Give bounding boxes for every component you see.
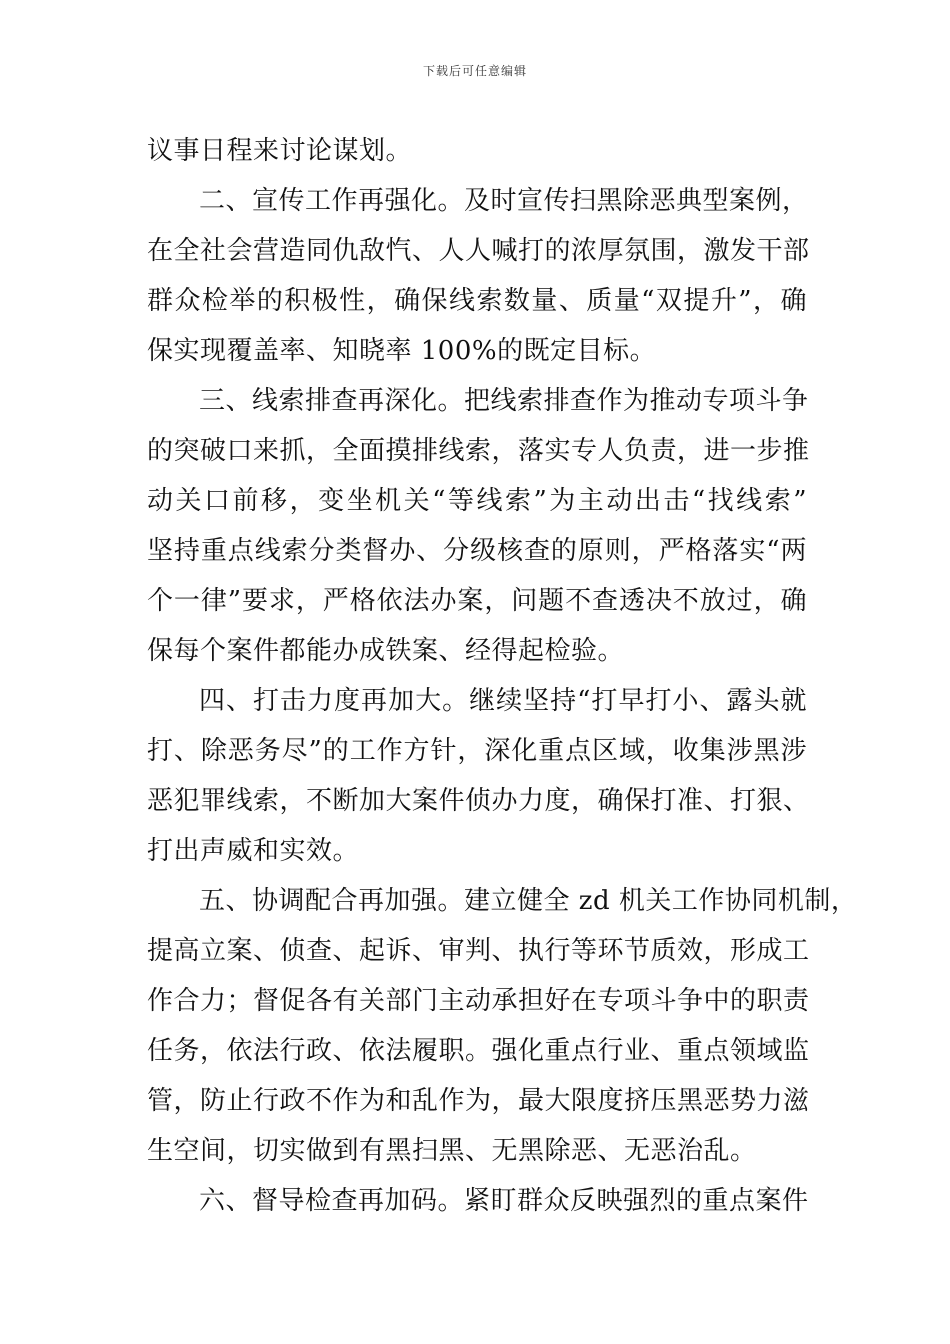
page-header-note: 下载后可任意编辑 [422, 64, 527, 78]
text-line: 恶犯罪线索，不断加大案件侦办力度，确保打准、打狠、 [147, 786, 810, 816]
text-line: 五、协调配合再加强。建立健全 zd 机关工作协同机制， [199, 886, 858, 916]
paragraph-supervision [147, 1176, 807, 1226]
paragraph [147, 126, 807, 176]
paragraph-publicity [147, 176, 810, 376]
text-line: 打、除恶务尽”的工作方针，深化重点区域，收集涉黑涉 [147, 736, 807, 766]
text-line: 的突破口来抓，全面摸排线索，落实专人负责，进一步推 [147, 436, 810, 466]
text-line: 保实现覆盖率、知晓率 100%的既定目标。 [147, 336, 657, 366]
text-line: 管，防止行政不作为和乱作为，最大限度挤压黑恶势力滋 [147, 1086, 810, 1116]
text-line: 生空间，切实做到有黑扫黑、无黑除恶、无恶治乱。 [147, 1136, 757, 1166]
paragraph-clue-investigation [147, 376, 810, 676]
text-line: 六、督导检查再加码。紧盯群众反映强烈的重点案件 [199, 1186, 809, 1216]
document-body [147, 126, 858, 1226]
text-line: 提高立案、侦查、起诉、审判、执行等环节质效，形成工 [147, 936, 810, 966]
text-line: 保每个案件都能办成铁案、经得起检验。 [147, 636, 625, 666]
text-line: 四、打击力度再加大。继续坚持“打早打小、露头就 [199, 686, 807, 716]
text-line: 群众检举的积极性，确保线索数量、质量“双提升”，确 [147, 286, 807, 316]
text-line: 打出声威和实效。 [147, 836, 360, 866]
paragraph-crackdown [147, 676, 810, 876]
text-line: 动关口前移，变坐机关“等线索”为主动出击“找线索” [147, 486, 807, 516]
text-line: 三、线索排查再深化。把线索排查作为推动专项斗争 [199, 386, 809, 416]
text-line: 个一律”要求，严格依法办案，问题不查透决不放过，确 [147, 586, 807, 616]
text-line: 任务，依法行政、依法履职。强化重点行业、重点领域监 [147, 1036, 810, 1066]
paragraph-coordination [147, 876, 858, 1176]
text-line: 在全社会营造同仇敌忾、人人喊打的浓厚氛围，激发干部 [147, 236, 810, 266]
text-line: 坚持重点线索分类督办、分级核查的原则，严格落实“两 [147, 536, 807, 566]
text-line: 二、宣传工作再强化。及时宣传扫黑除恶典型案例， [199, 186, 809, 216]
text-line: 作合力；督促各有关部门主动承担好在专项斗争中的职责 [147, 986, 810, 1016]
text-line: 议事日程来讨论谋划。 [147, 136, 413, 166]
